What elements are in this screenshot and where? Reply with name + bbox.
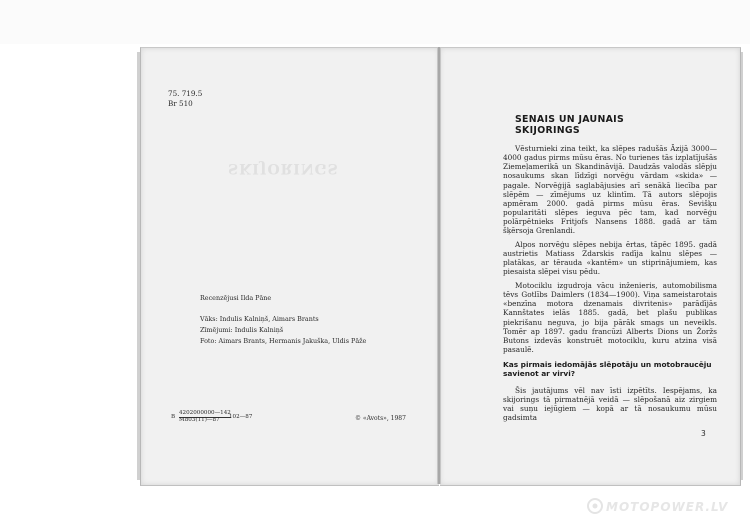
catalog-code: Br 510: [168, 99, 193, 108]
photos-credit: Foto: Aimars Brants, Hermanis Jakuška, Uldis Pāže: [200, 337, 367, 345]
book-spine: [437, 47, 441, 484]
chapter-title-line1: SENAIS UN JAUNAIS: [515, 114, 624, 125]
udc-code: 75. 719.5: [168, 89, 203, 98]
imprint-numerator: 4202000000—142: [179, 410, 231, 416]
imprint-letter: B: [171, 414, 176, 420]
section-question: Kas pirmais iedomājās slēpotāju un motobraucēju savienot ar virvi?: [503, 360, 712, 379]
motopower-logo-icon: [586, 497, 604, 515]
page-number: 3: [701, 429, 706, 438]
show-through-title: SKIJORINGS: [228, 160, 339, 176]
imprint-number: 102—87: [229, 414, 253, 420]
drawings-credit: Zīmējumi: Indulis Kalniņš: [200, 326, 284, 334]
paragraph-4: Šis jautājums vēl nav īsti izpētīts. Iespējams, ka skijorings tā pirmatnējā veidā — slēpošanā aiz zirgiem vai suņu iejūgiem — kopā ar tā nosaukumu mūsu gadsimta: [503, 386, 717, 423]
reviewer-credit: Recenzējusi Ilda Pāne: [200, 294, 272, 302]
cover-credit: Vāks: Indulis Kalniņš, Aimars Brants: [200, 315, 319, 323]
paragraph-2: Alpos norvēģu slēpes nebija ērtas, tāpēc 1895. gadā austrietis Matiass Zdarskis radīja kalnu slēpes — platākas, ar tērauda «kantēm» un stiprinājumiem, kas piesaista slēpei visu pēdu.: [503, 240, 717, 277]
copyright: © «Avots», 1987: [355, 415, 406, 422]
chapter-title-line2: SKIJORINGS: [515, 125, 580, 136]
paragraph-3: Motociklu izgudroja vācu inženieris, automobilisma tēvs Gotlībs Daimlers (1834—1900). Viņa sameistarotais «benzīna motora dzenamais divritenis» parādījās Kannštates ielās 1885. gadā, bet plašu publikas piekrišanu neguva, jo bija pārāk smags un neveikls. Tomēr ap 1897. gadu francūzi Alberts Dions un Žoržs Butons izdevās konstruēt motociklu, kuru atzina visā pasaulē.: [503, 281, 717, 355]
watermark-text: MOTOPOWER.LV: [606, 500, 729, 514]
imprint-denominator: M803(11)—87: [179, 417, 220, 423]
paragraph-1: Vēsturnieki zina teikt, ka slēpes radušās Āzijā 3000—4000 gadus pirms mūsu ēras. No turienes tās izplatījušās Ziemeļamerikā un Skandināvijā. Daudzās valodās slēpju nosaukums skan līdzīgi norvēģu vārdam «skida» — pagale. Norvēģijā saglabājusies arī senākā liecība par slēpēm — zīmējums uz klintīm. Tā autors slēpojis apmēram 2000. gadā pirms mūsu ēras. Sevišķu popularitāti slēpes ieguva pēc tam, kad norvēģu polārpētnieks Fritjofs Nansens 1888. gadā ar tām šķērsoja Grenlandi.: [503, 144, 717, 236]
scan-background: [0, 0, 750, 44]
